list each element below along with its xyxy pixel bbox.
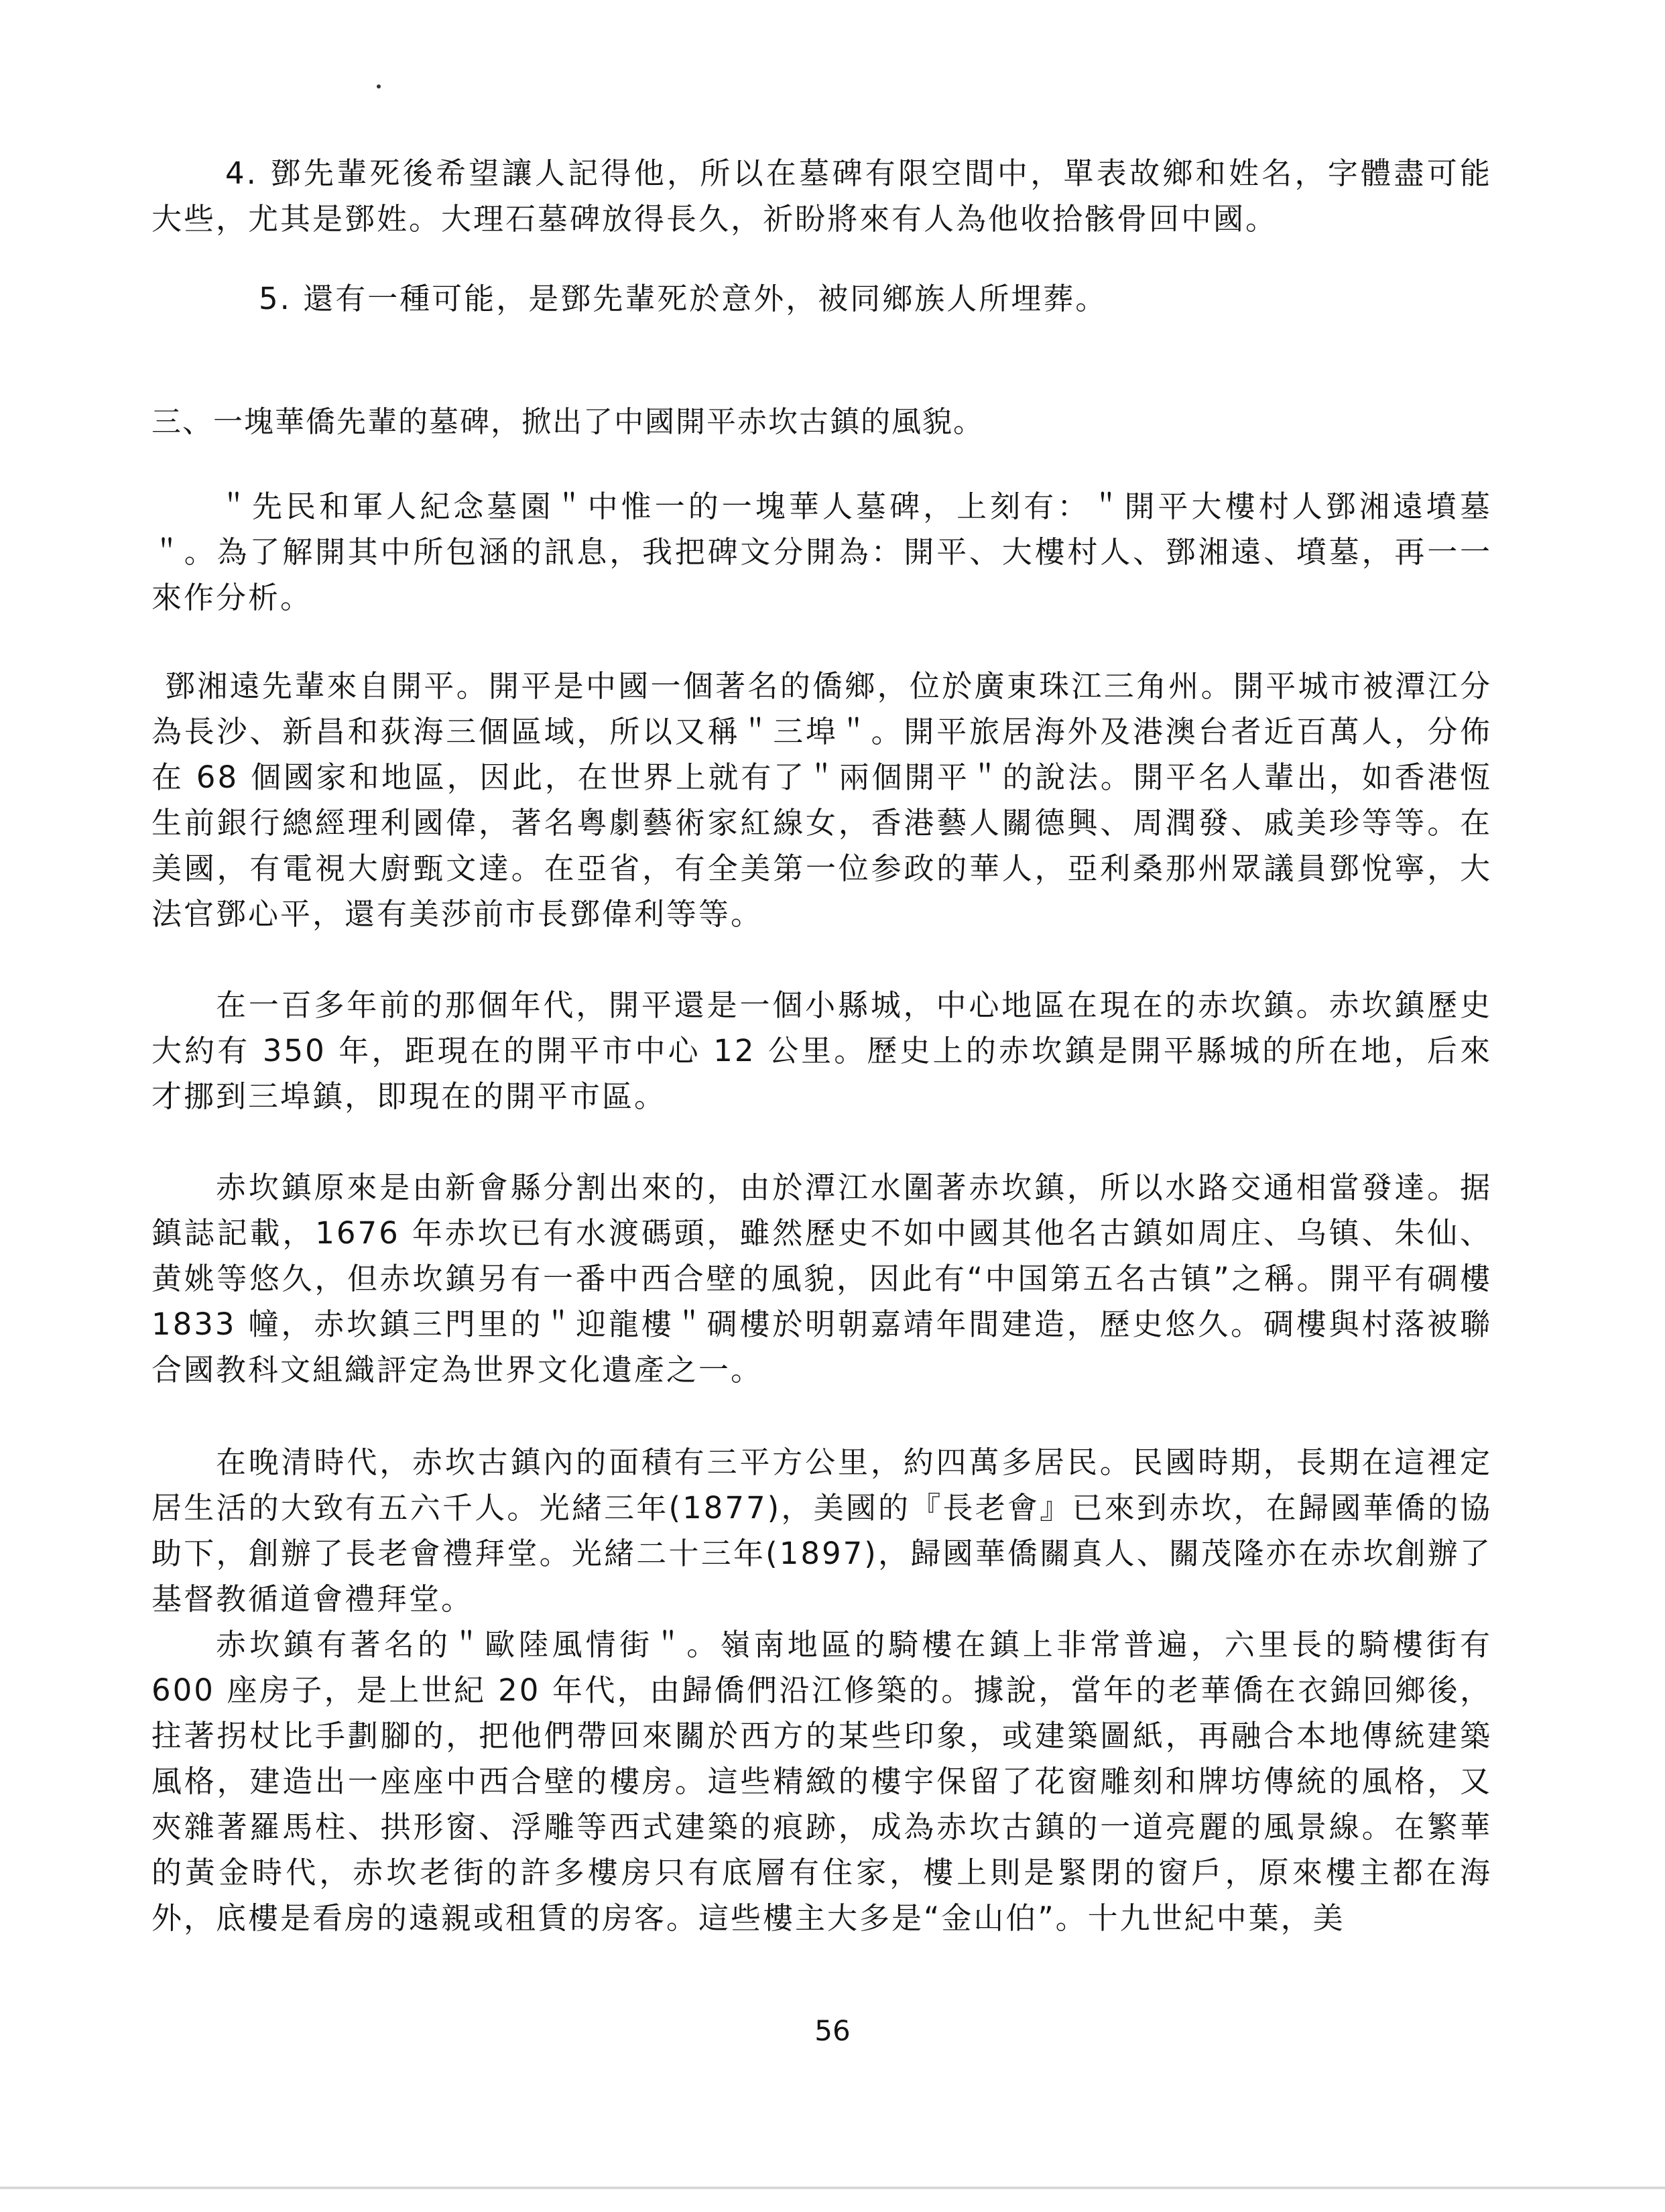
page-number: 56: [814, 2014, 851, 2047]
paragraph-late-qing: 在晚清時代，赤坎古鎮內的面積有三平方公里，約四萬多居民。民國時期，長期在這裡定居生活的大致有五六千人。光緒三年(1877)，美國的『長老會』已來到赤坎，在歸國華僑的協助下，創辦了長老會禮拜堂。光緒二十三年(1897)，歸國華僑關真人、關茂隆亦在赤坎創辦了基督教循道會禮拜堂。: [151, 1445, 1492, 1617]
scan-edge-line: [0, 2187, 1665, 2189]
paragraph-point-5: 5. 還有一種可能，是鄧先輩死於意外，被同鄉族人所埋葬。: [259, 281, 1108, 316]
paragraph-point-4: 4. 鄧先輩死後希望讓人記得他，所以在墓碑有限空間中，單表故鄉和姓名，字體盡可能大些，尤其是鄧姓。大理石墓碑放得長久，祈盼將來有人為他收拾骸骨回中國。: [151, 156, 1492, 237]
paragraph-intro: ＂先民和軍人紀念墓園＂中惟一的一塊華人墓碑，上刻有：＂開平大樓村人鄧湘遠墳墓＂。為了解開其中所包涵的訊息，我把碑文分開為：開平、大樓村人、鄧湘遠、墳墓，再一一來作分析。: [151, 489, 1492, 615]
section-heading: 三、一塊華僑先輩的墓碑，掀出了中國開平赤坎古鎮的風貌。: [151, 405, 984, 439]
paragraph-kaiping: 鄧湘遠先輩來自開平。開平是中國一個著名的僑鄉，位於廣東珠江三角州。開平城市被潭江分為長沙、新昌和荻海三個區域，所以又稱＂三埠＂。開平旅居海外及港澳台者近百萬人，分佈在 68 個國家和地區，因此，在世界上就有了＂兩個開平＂的說法。開平名人輩出，如香港恆生前銀行總經理利國偉，著名粵劇藝術家紅線女，香港藝人關德興、周潤發、戚美珍等等。在美國，有電視大廚甄文達。在亞省，有全美第一位参政的華人，亞利桑那州眾議員鄧悅寧，大法官鄧心平，還有美莎前市長鄧偉利等等。: [151, 668, 1492, 932]
paragraph-history: 在一百多年前的那個年代，開平還是一個小縣城，中心地區在現在的赤坎鎮。赤坎鎮歷史大約有 350 年，距現在的開平市中心 12 公里。歷史上的赤坎鎮是開平縣城的所在地，后來才挪到三埠鎮，即現在的開平市區。: [151, 987, 1492, 1114]
paragraph-chikan: 赤坎鎮原來是由新會縣分割出來的，由於潭江水圍著赤坎鎮，所以水路交通相當發達。据鎮誌記載，1676 年赤坎已有水渡碼頭，雖然歷史不如中國其他名古鎮如周庄、乌镇、朱仙、黄姚等悠久，但赤坎鎮另有一番中西合壁的風貌，因此有“中国第五名古镇”之稱。開平有碉樓 1833 幢，赤坎鎮三門里的＂迎龍樓＂碉樓於明朝嘉靖年間建造，歷史悠久。碉樓與村落被聯合國教科文組織評定為世界文化遺產之一。: [151, 1170, 1492, 1388]
scan-speck: [377, 84, 381, 88]
paragraph-street: 赤坎鎮有著名的＂歐陸風情街＂。嶺南地區的騎樓在鎮上非常普遍，六里長的騎樓街有 600 座房子，是上世紀 20 年代，由歸僑們沿江修築的。據說，當年的老華僑在衣錦回鄉後，拄著拐杖比手劃腳的，把他們帶回來關於西方的某些印象，或建築圖紙，再融合本地傳統建築風格，建造出一座座中西合壁的樓房。這些精緻的樓宇保留了花窗雕刻和牌坊傳統的風格，又夾雜著羅馬柱、拱形窗、浮雕等西式建築的痕跡，成為赤坎古鎮的一道亮麗的風景線。在繁華的黃金時代，赤坎老街的許多樓房只有底層有住家，樓上則是緊閉的窗戶，原來樓主都在海外，底樓是看房的遠親或租賃的房客。這些樓主大多是“金山伯”。十九世紀中葉，美: [151, 1627, 1492, 1936]
